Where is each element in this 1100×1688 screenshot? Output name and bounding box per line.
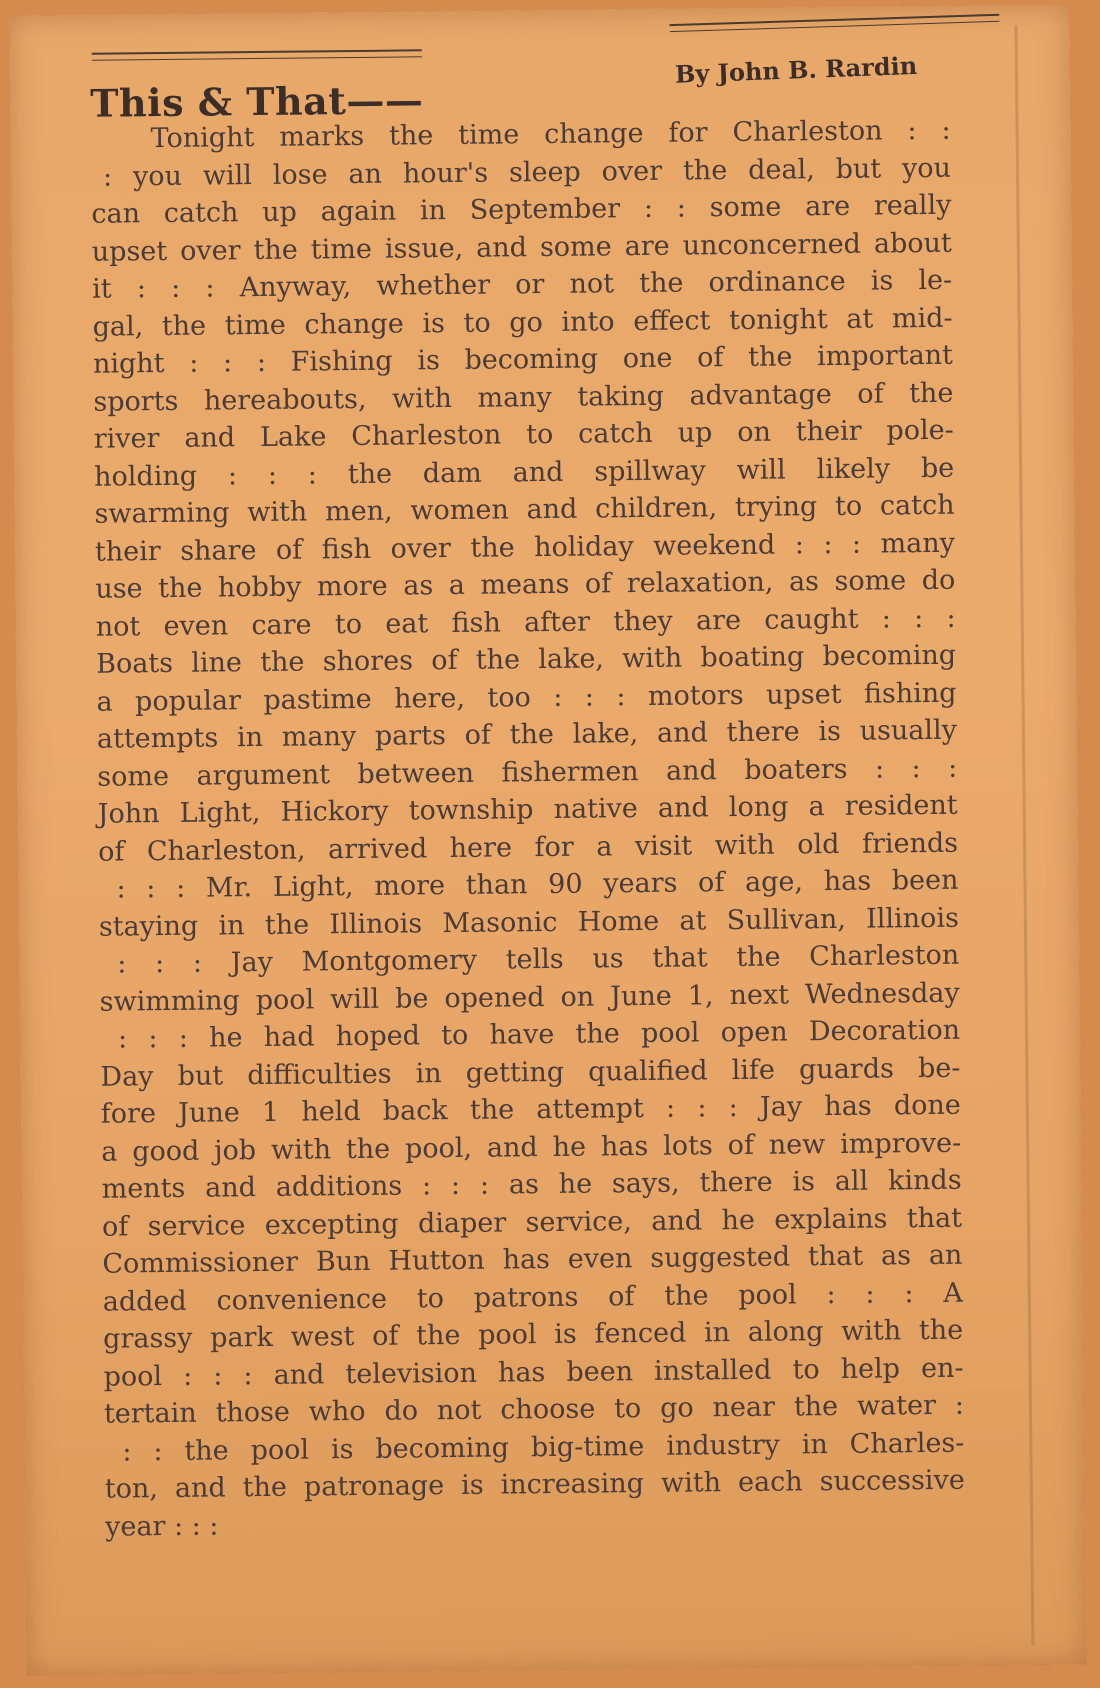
text-line: their share of fish over the holiday weekend : : : many [94,527,956,568]
text-line: sports hereabouts, with many taking advantage of the [93,377,954,418]
text-line: : : : Jay Montgomery tells us that the Charleston [117,939,960,980]
text-line: : you will lose an hour's sleep over the deal, but you [102,152,952,193]
text-line: night : : : Fishing is becoming one of the important [92,339,954,380]
text-line: : : : he had hoped to have the pool open Decoration [117,1014,961,1055]
text-line: upset over the time issue, and some are unconcerned about [91,227,952,268]
text-line: : : : Mr. Light, more than 90 years of age, has been [116,864,959,905]
text-line: John Light, Hickory township native and long a resident [97,789,958,830]
text-line: staying in the Illinois Masonic Home at Sullivan, Illinois [98,902,959,943]
text-line: fore June 1 held back the attempt : : : Jay has done [100,1089,961,1130]
text-line: Day but difficulties in getting qualified life guards be- [100,1052,961,1093]
text-line: year : : : [105,1509,219,1543]
text-line: swarming with men, women and children, trying to catch [94,489,955,530]
text-line: it : : : Anyway, whether or not the ordinance is le- [92,264,953,305]
text-line: added convenience to patrons of the pool : : : A [102,1277,963,1318]
text-line: a popular pastime here, too : : : motors upset fishing [96,677,957,718]
text-line: Commissioner Bun Hutton has even suggested that as an [102,1239,963,1280]
column-heading: This & That—— [90,77,424,126]
text-line: ton, and the patronage is increasing with each successive [104,1464,965,1505]
newspaper-clipping [9,4,1086,1675]
text-line: not even care to eat fish after they are caught : : : [95,602,956,643]
text-line: a good job with the pool, and he has lots of new improve- [101,1127,962,1168]
text-line: of Charleston, arrived here for a visit with old friends [97,827,959,868]
text-line: attempts in many parts of the lake, and there is usually [96,714,958,755]
text-line: river and Lake Charleston to catch up on their pole- [93,414,954,455]
text-line: gal, the time change is to go into effect tonight at mid- [92,302,953,343]
text-line: some argument between fishermen and boaters : : : [97,752,958,793]
text-line: swimming pool will be opened on June 1, next Wednesday [99,977,960,1018]
text-line: pool : : : and television has been installed to help en- [103,1352,964,1393]
column-body [90,111,1045,1546]
text-line: can catch up again in September : : some are really [91,189,952,230]
byline: By John B. Rardin [674,50,918,89]
text-line: of service excepting diaper service, and he explains that [101,1202,963,1243]
text-line: grassy park west of the pool is fenced in along with the [103,1314,964,1355]
text-line: use the hobby more as a means of relaxation, as some do [95,564,956,605]
header-rule-left [92,49,422,60]
text-line: Boats line the shores of the lake, with boating becoming [95,639,957,680]
text-line: holding : : : the dam and spillway will likely be [94,452,955,493]
text-line: tertain those who do not choose to go near the water : [103,1389,965,1430]
text-line: Tonight marks the time change for Charleston : : [150,114,951,155]
text-line: : : the pool is becoming big-time industry in Charles- [122,1427,965,1467]
header-rule-right [669,14,999,32]
text-line: ments and additions : : : as he says, there is all kinds [101,1164,962,1205]
